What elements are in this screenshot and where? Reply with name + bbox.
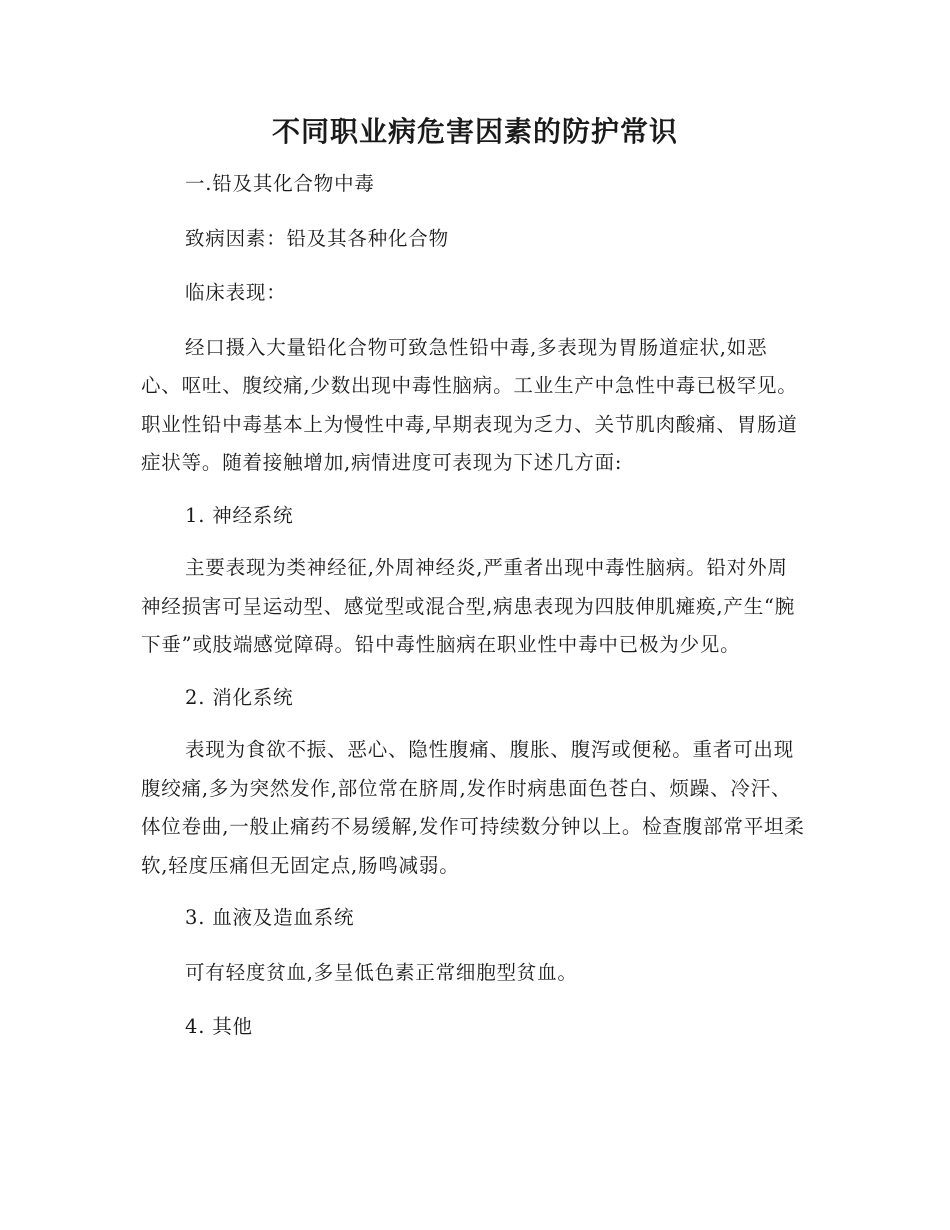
subsection-heading-nervous: 1. 神经系统 (185, 503, 294, 527)
section-heading-lead: 一.铅及其化合物中毒 (185, 172, 375, 195)
nervous-paragraph: 主要表现为类神经征,外周神经炎,严重者出现中毒性脑病。铅对外周神经损害可呈运动型、感觉型或混合型,病患表现为四肢伸肌瘫痪,产生“腕下垂”或肢端感觉障碍。铅中毒性脑病在职业性中毒中已极为少见。 (141, 556, 796, 656)
subsection-heading-digestive: 2. 消化系统 (185, 685, 294, 709)
document-title: 不同职业病危害因素的防护常识 (271, 115, 678, 148)
cause-line: 致病因素：铅及其各种化合物 (185, 226, 449, 250)
clinical-heading: 临床表现： (185, 281, 287, 304)
subsection-heading-blood: 3. 血液及造血系统 (185, 906, 355, 929)
blood-paragraph: 可有轻度贫血,多呈低色素正常细胞型贫血。 (185, 960, 578, 984)
document-body (141, 165, 805, 1047)
subsection-heading-other: 4. 其他 (185, 1015, 253, 1038)
clinical-paragraph: 经口摄入大量铅化合物可致急性铅中毒,多表现为胃肠道症状,如恶心、呕吐、腹绞痛,少数出现中毒性脑病。工业生产中急性中毒已极罕见。职业性铅中毒基本上为慢性中毒,早期表现为乏力、关节肌肉酸痛、胃肠道症状等。随着接触增加,病情进度可表现为下述几方面: (141, 335, 798, 474)
digestive-paragraph: 表现为食欲不振、恶心、隐性腹痛、腹胀、腹泻或便秘。重者可出现腹绞痛,多为突然发作,部位常在脐周,发作时病患面色苍白、烦躁、冷汗、体位卷曲,一般止痛药不易缓解,发作可持续数分钟以上。检查腹部常平坦柔软,轻度压痛但无固定点,肠鸣减弱。 (141, 738, 805, 877)
